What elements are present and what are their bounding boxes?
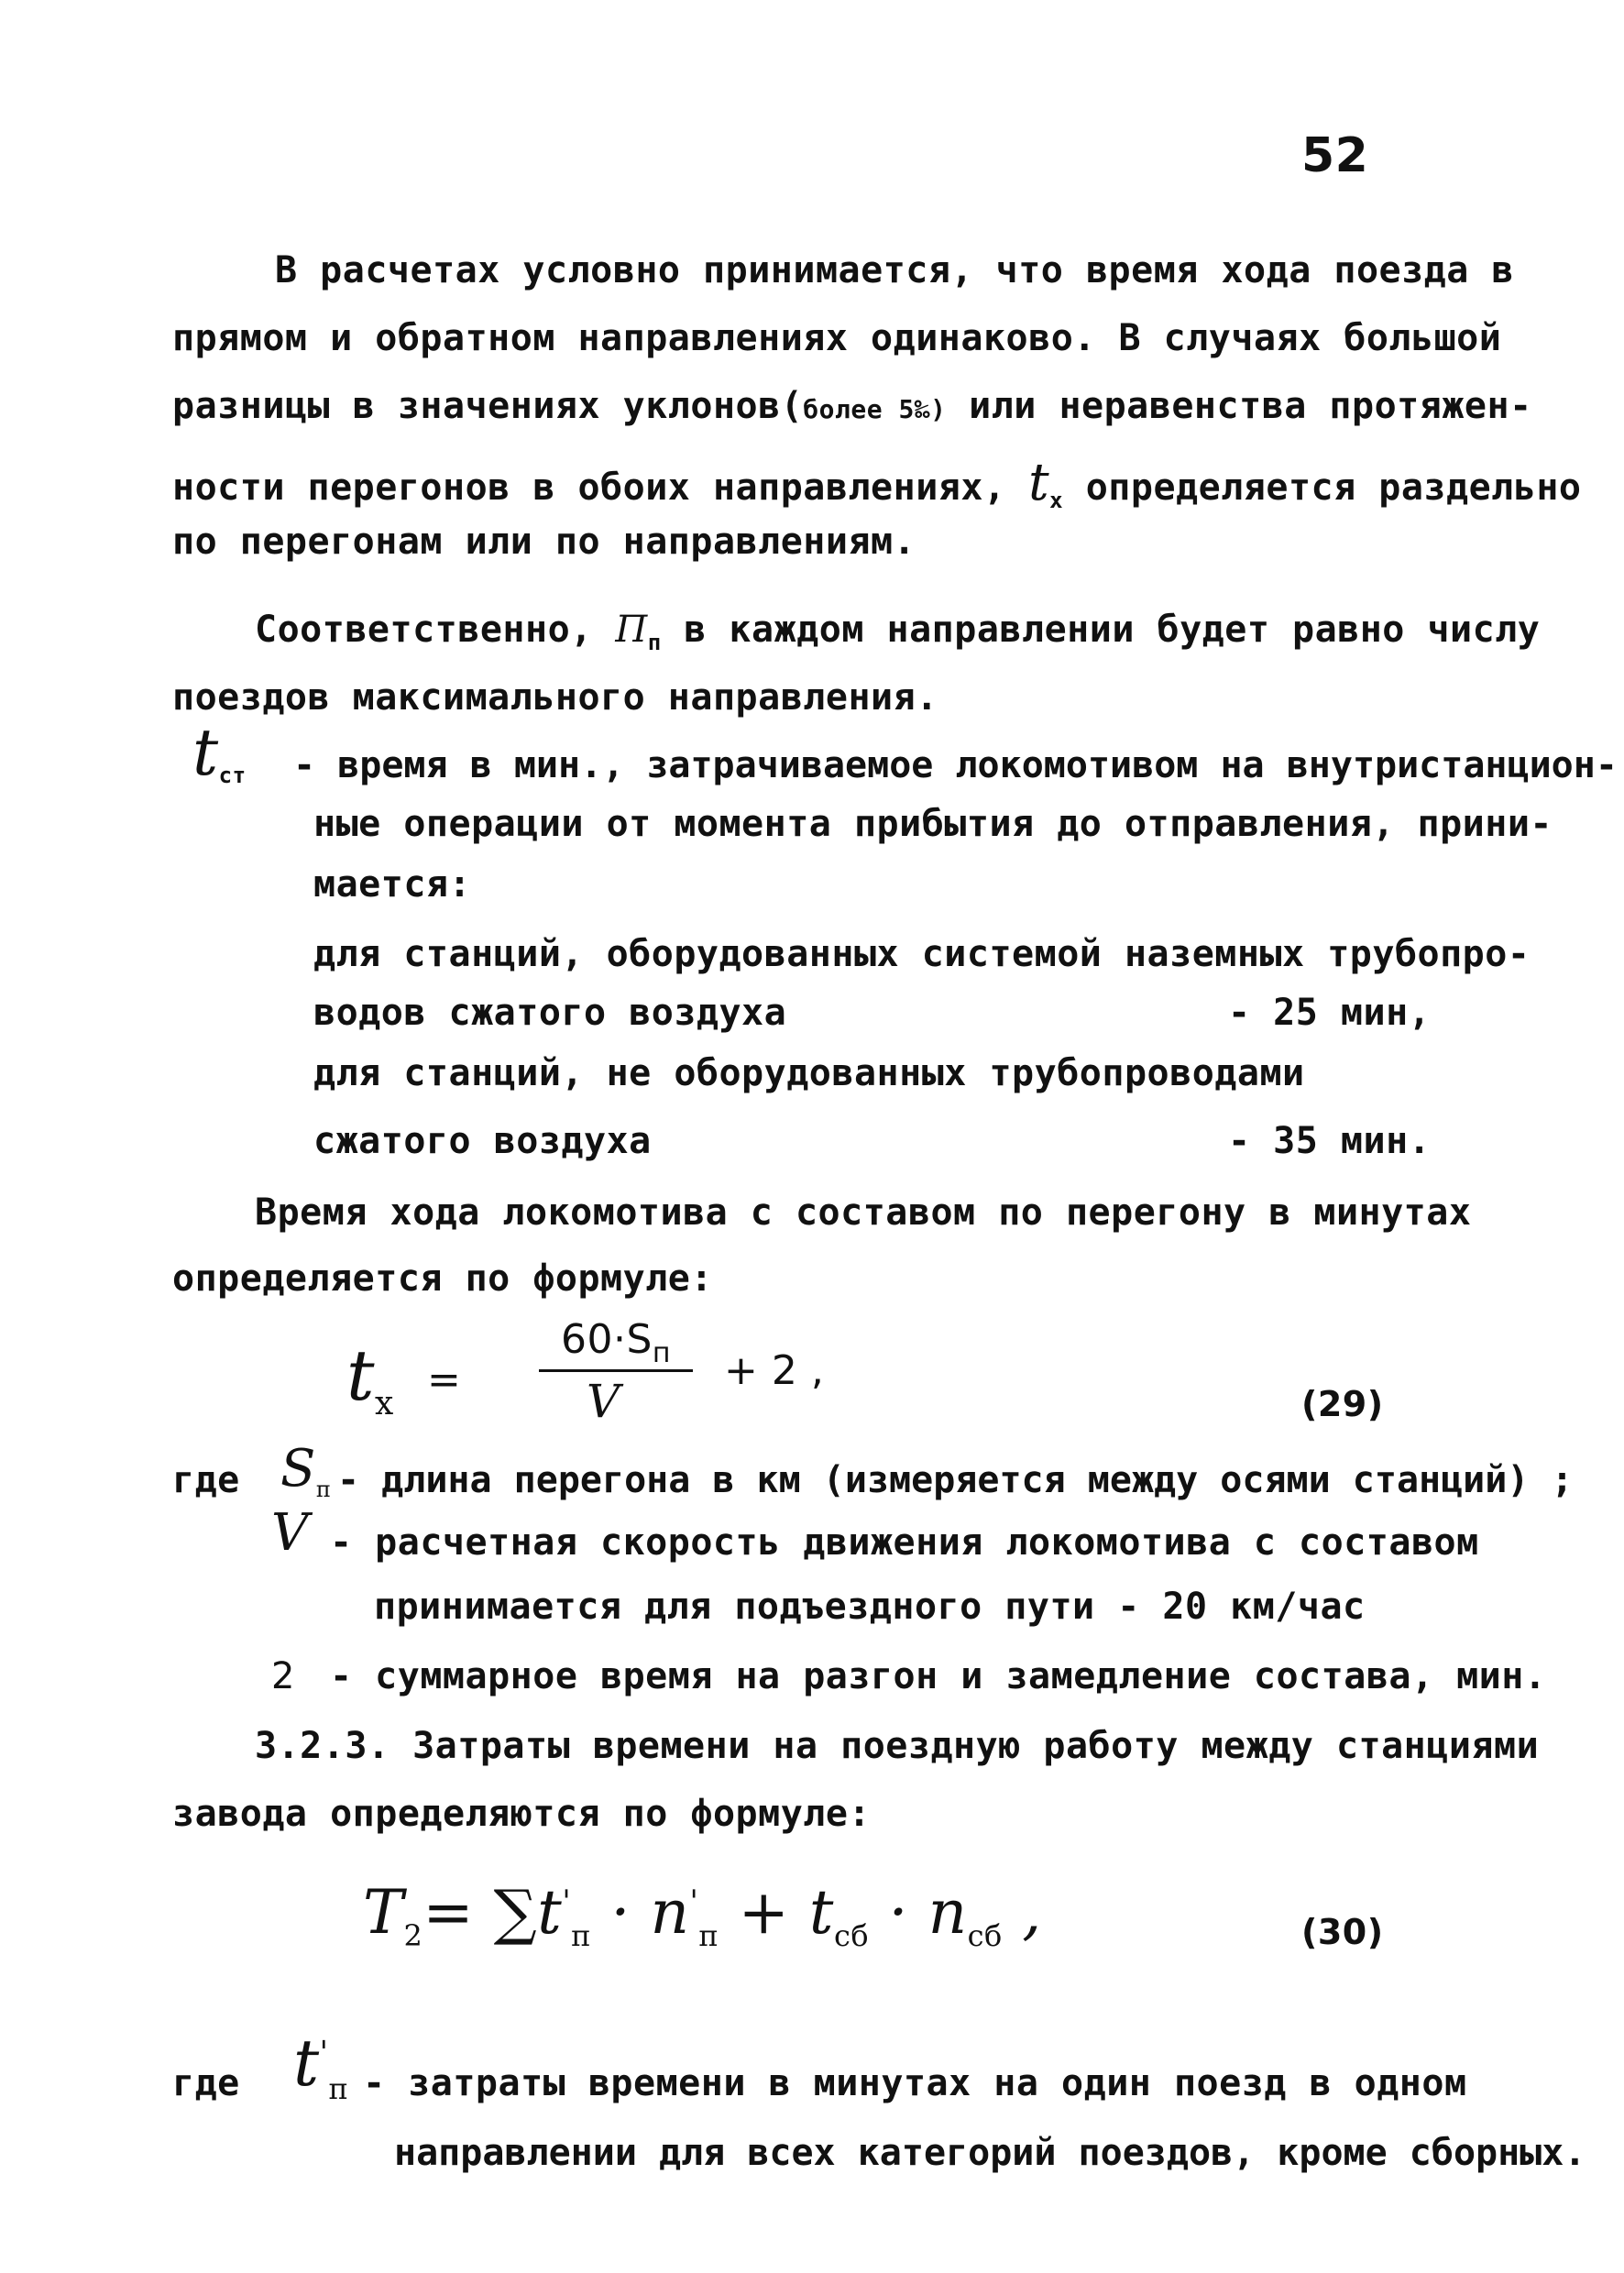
- where29-v-line2: принимается для подъездного пути - 20 км/час: [374, 1586, 1366, 1628]
- paragraph3-line2: определяется по формуле:: [172, 1257, 713, 1300]
- tst-value2: - 35 мин.: [1228, 1120, 1432, 1162]
- formula30-part-sub1: п: [571, 1918, 591, 1954]
- paragraph2-line1-start: Соответственно,: [255, 609, 593, 651]
- paragraph2-line1: [255, 609, 1540, 655]
- formula29-lhs: [346, 1334, 394, 1422]
- tst-value1: - 25 мин,: [1228, 992, 1432, 1034]
- tst-line5: водов сжатого воздуха: [313, 992, 787, 1034]
- tst-line1: - время в мин., затрачиваемое локомотивом на внутристанцион-: [293, 744, 1618, 786]
- paragraph1-note: более 5‰): [803, 394, 947, 424]
- formula29-number: (29): [1301, 1384, 1384, 1424]
- formula29-lhs-sub: x: [375, 1385, 394, 1423]
- where29-s-symbol-block: [280, 1439, 331, 1502]
- paragraph1-line4-end: определяется раздельно: [1085, 467, 1582, 509]
- nn-symbol: П: [615, 609, 648, 651]
- where30-t-symbol-block: [293, 2026, 348, 2106]
- formula29-numerator-text: 60·S: [561, 1316, 653, 1363]
- paragraph1-line5: по перегонам или по направлениям.: [172, 521, 916, 563]
- where29-s-symbol: S: [280, 1439, 316, 1499]
- page-number: 52: [1301, 128, 1369, 183]
- tx-sub: x: [1049, 488, 1064, 513]
- paragraph1-line1: В расчетах условно принимается, что время хода поезда в: [275, 249, 1515, 291]
- formula29-fraction-bar: [539, 1369, 693, 1372]
- where29-two-text: - суммарное время на разгон и замедление состава, мин.: [330, 1655, 1547, 1697]
- formula30-part-n: · n: [591, 1877, 690, 1948]
- formula30-part-nsb: · n: [869, 1877, 968, 1948]
- formula29-numerator-sub: п: [652, 1336, 672, 1369]
- where29-v-line1: - расчетная скорость движения локомотива с составом: [330, 1521, 1479, 1564]
- where29-s-sub: п: [315, 1477, 332, 1503]
- paragraph3-line1: Время хода локомотива с составом по перегону в минутах: [255, 1191, 1472, 1234]
- paragraph1-line3-start: разницы в значениях уклонов(: [172, 385, 804, 427]
- where30-label: где: [172, 2062, 240, 2104]
- formula30-number: (30): [1301, 1912, 1384, 1952]
- nn-sub: п: [647, 630, 662, 655]
- formula29-denominator: V: [587, 1375, 620, 1428]
- tst-line7: сжатого воздуха: [313, 1120, 652, 1162]
- formula30-expression: [363, 1877, 1042, 1953]
- formula29-lhs-symbol: t: [346, 1334, 376, 1416]
- paragraph1-line3-end: или неравенства протяжен-: [969, 385, 1532, 427]
- where29-label: где: [172, 1459, 240, 1501]
- paragraph4-line1: 3.2.3. Затраты времени на поездную работу между станциями: [255, 1725, 1540, 1767]
- tst-sub: ст: [218, 763, 247, 788]
- formula30-part-T: T: [363, 1877, 404, 1948]
- where30-line2: направлении для всех категорий поездов, кроме сборных.: [394, 2132, 1586, 2174]
- where30-t-symbol: t: [293, 2026, 320, 2101]
- where30-t-prime: ': [319, 2034, 329, 2071]
- formula30-part-comma: ,: [1002, 1877, 1042, 1948]
- formula29-numerator: [561, 1316, 671, 1369]
- formula29-equals: =: [427, 1356, 462, 1403]
- paragraph4-line2: завода определяются по формуле:: [172, 1793, 872, 1835]
- tst-line6: для станций, не оборудованных трубопроводами: [313, 1052, 1305, 1094]
- paragraph1-line3: [172, 385, 1532, 427]
- tst-line2: ные операции от момента прибытия до отправления, прини-: [313, 803, 1553, 845]
- where30-line1: - затраты времени в минутах на один поезд в одном: [363, 2062, 1467, 2104]
- where29-s-text: - длина перегона в км (измеряется между осями станций) ;: [337, 1459, 1574, 1501]
- tst-symbol-block: [192, 715, 247, 790]
- formula30-part-T-sub: 2: [403, 1918, 423, 1954]
- formula30-part-prime1: ': [562, 1883, 572, 1920]
- formula30-part-prime2: ': [689, 1883, 699, 1920]
- tx-symbol: t: [1028, 453, 1050, 512]
- paragraph2-line2: поездов максимального направления.: [172, 676, 938, 719]
- paragraph1-line2: прямом и обратном направлениях одинаково. В случаях большой: [172, 317, 1502, 359]
- formula30-part-sub3: сб: [833, 1918, 870, 1954]
- paragraph2-line1-end: в каждом направлении будет равно числу: [684, 609, 1541, 651]
- tst-line4: для станций, оборудованных системой наземных трубопро-: [313, 933, 1531, 975]
- paragraph1-line4-start: ности перегонов в обоих направлениях,: [172, 467, 1006, 509]
- where29-v-symbol: V: [271, 1503, 309, 1563]
- formula30-part-tsb: + t: [719, 1877, 834, 1948]
- paragraph1-line4: [172, 453, 1582, 513]
- formula30-part-sub4: сб: [967, 1918, 1003, 1954]
- formula30-part-sum: = ∑t: [422, 1877, 563, 1948]
- where29-two-symbol: 2: [271, 1655, 295, 1697]
- formula30-part-sub2: п: [698, 1918, 719, 1954]
- where30-t-sub: п: [328, 2071, 349, 2106]
- tst-line3: мается:: [313, 863, 472, 906]
- tst-symbol: t: [192, 715, 219, 790]
- formula29-tail: + 2 ,: [724, 1347, 825, 1394]
